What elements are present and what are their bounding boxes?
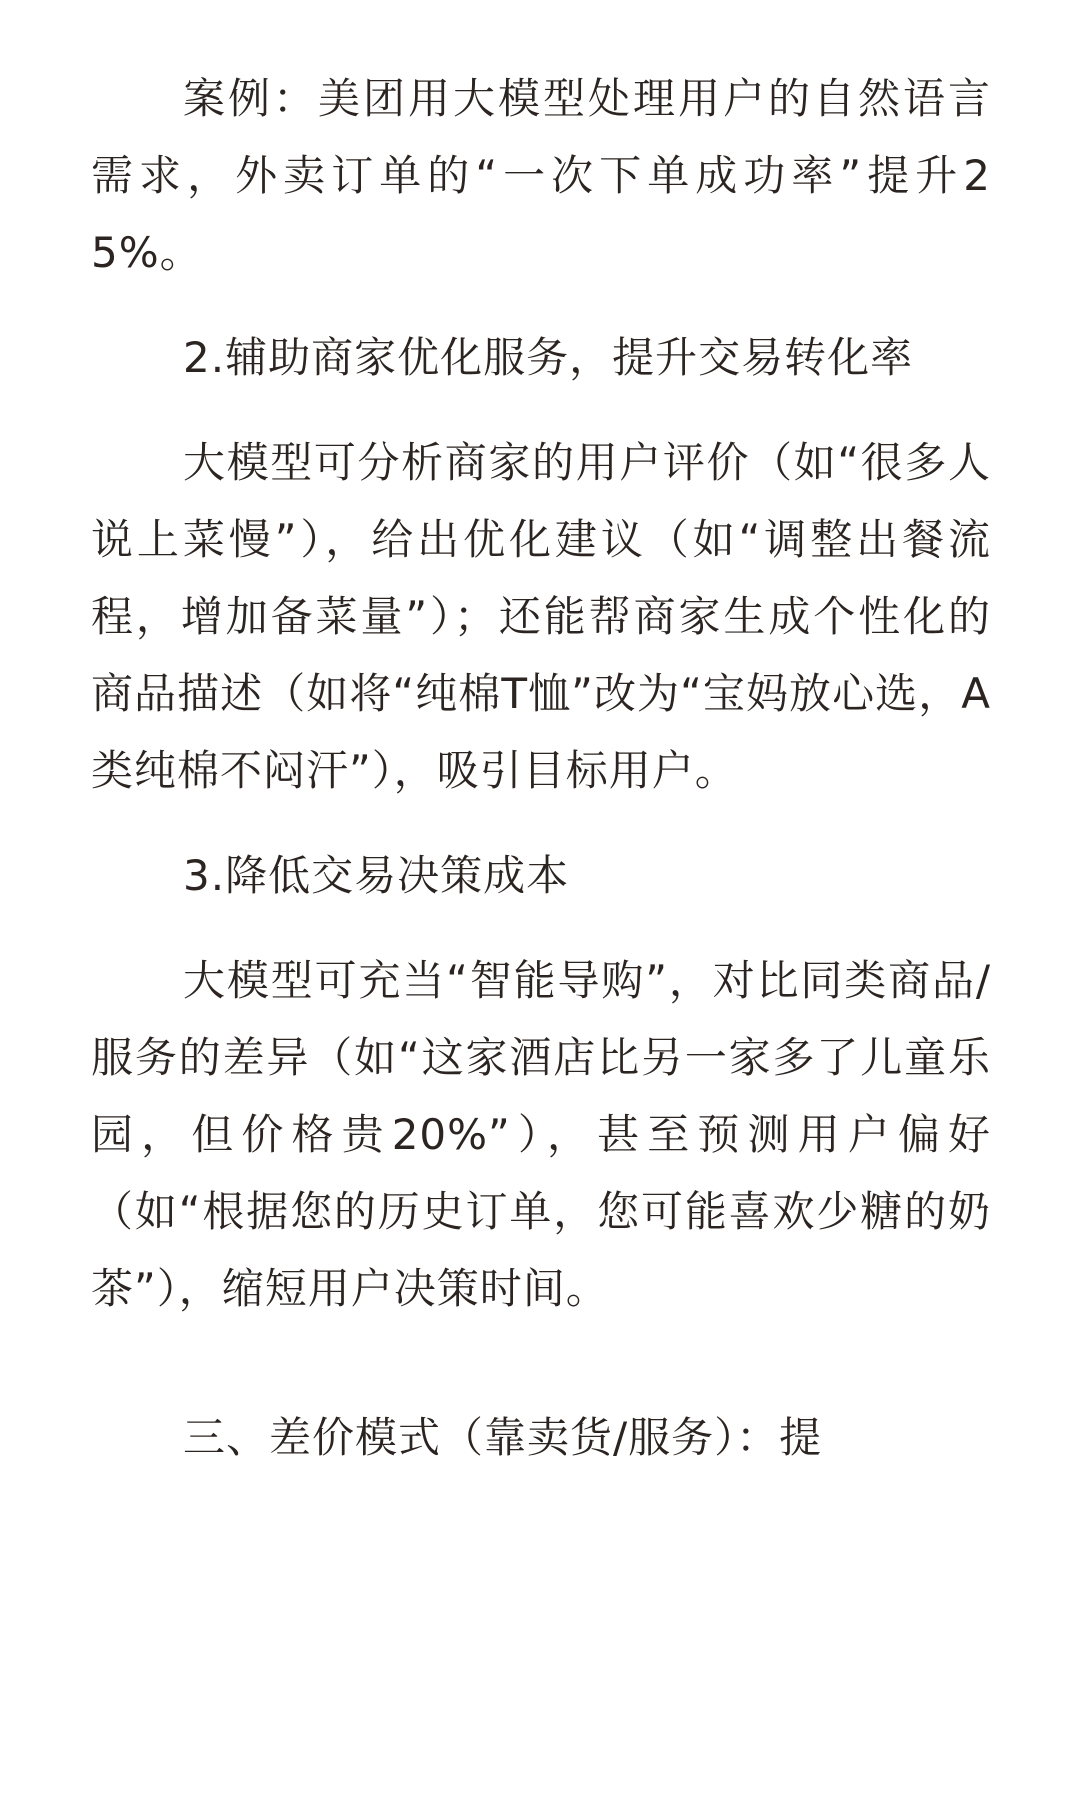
case-paragraph: 案例：美团用大模型处理用户的自然语言需求，外卖订单的“一次下单成功率”提升25%。 (91, 74, 991, 277)
section-heading-price-difference: 三、差价模式（靠卖货/服务）：提 (183, 1413, 823, 1462)
article-body (91, 60, 991, 1476)
merchant-optimization-paragraph: 大模型可分析商家的用户评价（如“很多人说上菜慢”），给出优化建议（如“调整出餐流程，增加备菜量”）；还能帮商家生成个性化的商品描述（如将“纯棉T恤”改为“宝妈放心选，A类纯棉不闷汗”），吸引目标用户。 (91, 438, 991, 795)
subheading-decision-cost: 3.降低交易决策成本 (183, 851, 570, 900)
decision-cost-paragraph: 大模型可充当“智能导购”，对比同类商品/服务的差异（如“这家酒店比另一家多了儿童乐园，但价格贵20%”），甚至预测用户偏好（如“根据您的历史订单，您可能喜欢少糖的奶茶”），缩短用户决策时间。 (91, 956, 991, 1313)
subheading-merchant-optimization: 2.辅助商家优化服务，提升交易转化率 (183, 333, 914, 382)
